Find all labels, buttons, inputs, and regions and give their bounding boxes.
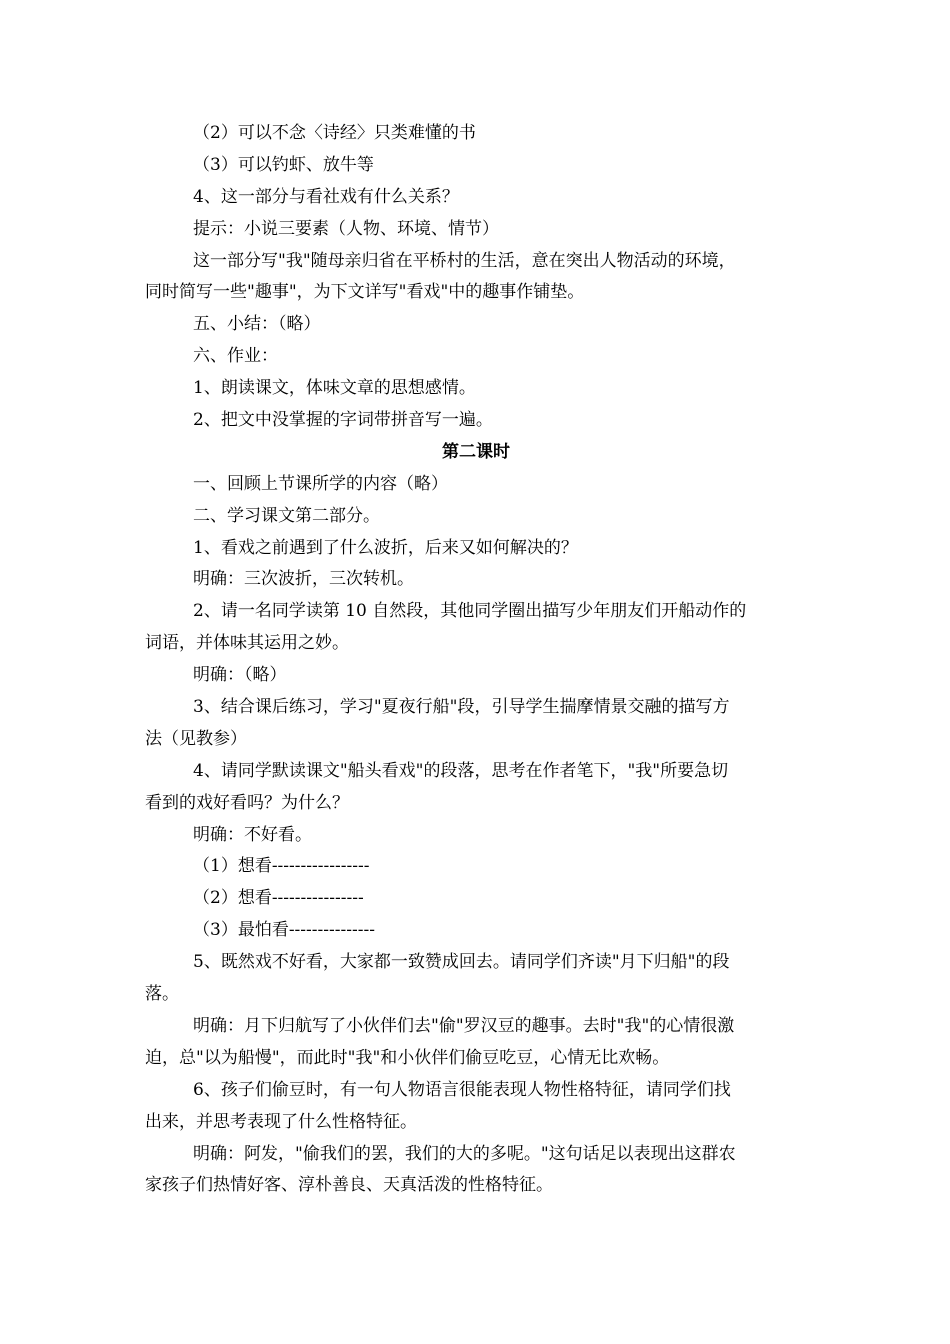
text-line: 迫，总"以为船慢"，而此时"我"和小伙伴们偷豆吃豆，心情无比欢畅。 (145, 1047, 670, 1068)
text-line: 明确：（略） (193, 665, 287, 686)
text-line: 落。 (145, 984, 179, 1005)
text-line: 2、把文中没掌握的字词带拼音写一遍。 (193, 410, 493, 431)
text-line: 4、这一部分与看社戏有什么关系？ (193, 186, 459, 207)
text-line: 同时简写一些"趣事"，为下文详写"看戏"中的趣事作铺垫。 (145, 282, 585, 303)
text-line: 1、朗读课文，体味文章的思想感情。 (193, 378, 476, 399)
text-line: 明确：不好看。 (193, 824, 312, 845)
lesson-heading: 第二课时 (442, 441, 510, 462)
text-line: 词语，并体味其运用之妙。 (145, 633, 349, 654)
text-line: 出来，并思考表现了什么性格特征。 (145, 1111, 417, 1132)
text-line: 看到的戏好看吗？为什么？ (145, 792, 349, 813)
text-line: 3、结合课后练习，学习"夏夜行船"段，引导学生揣摩情景交融的描写方 (193, 697, 730, 718)
text-line: 明确：阿发，"偷我们的罢，我们的大的多呢。"这句话足以表现出这群农 (193, 1143, 736, 1164)
text-line: （3）可以钓虾、放牛等 (193, 154, 374, 175)
text-line: 1、看戏之前遇到了什么波折，后来又如何解决的？ (193, 537, 578, 558)
text-line: （3）最怕看--------------- (193, 920, 375, 941)
section-heading-homework: 六、作业： (193, 346, 278, 367)
text-line: 这一部分写"我"随母亲归省在平桥村的生活，意在突出人物活动的环境， (193, 250, 736, 271)
text-line: 明确：月下归航写了小伙伴们去"偷"罗汉豆的趣事。去时"我"的心情很激 (193, 1015, 735, 1036)
text-line: 5、既然戏不好看，大家都一致赞成回去。请同学们齐读"月下归船"的段 (193, 952, 730, 973)
document-page (145, 118, 807, 1202)
text-line: 法（见教参） (145, 728, 247, 749)
section-heading-review: 一、回顾上节课所学的内容（略） (193, 473, 448, 494)
section-heading-summary: 五、小结：（略） (193, 314, 321, 335)
text-line: （1）想看----------------- (193, 856, 370, 877)
section-heading-part-two: 二、学习课文第二部分。 (193, 505, 380, 526)
text-line: 6、孩子们偷豆时，有一句人物语言很能表现人物性格特征，请同学们找 (193, 1079, 731, 1100)
text-line: 4、请同学默读课文"船头看戏"的段落，思考在作者笔下，"我"所要急切 (193, 760, 729, 781)
text-line: （2）想看---------------- (193, 888, 364, 909)
text-line: 2、请一名同学读第 10 自然段，其他同学圈出描写少年朋友们开船动作的 (193, 601, 747, 622)
text-line: 家孩子们热情好客、淳朴善良、天真活泼的性格特征。 (145, 1175, 553, 1196)
text-line: 明确：三次波折，三次转机。 (193, 569, 414, 590)
text-line: 提示：小说三要素（人物、环境、情节） (193, 218, 499, 239)
text-line: （2）可以不念〈诗经〉只类难懂的书 (193, 123, 476, 143)
